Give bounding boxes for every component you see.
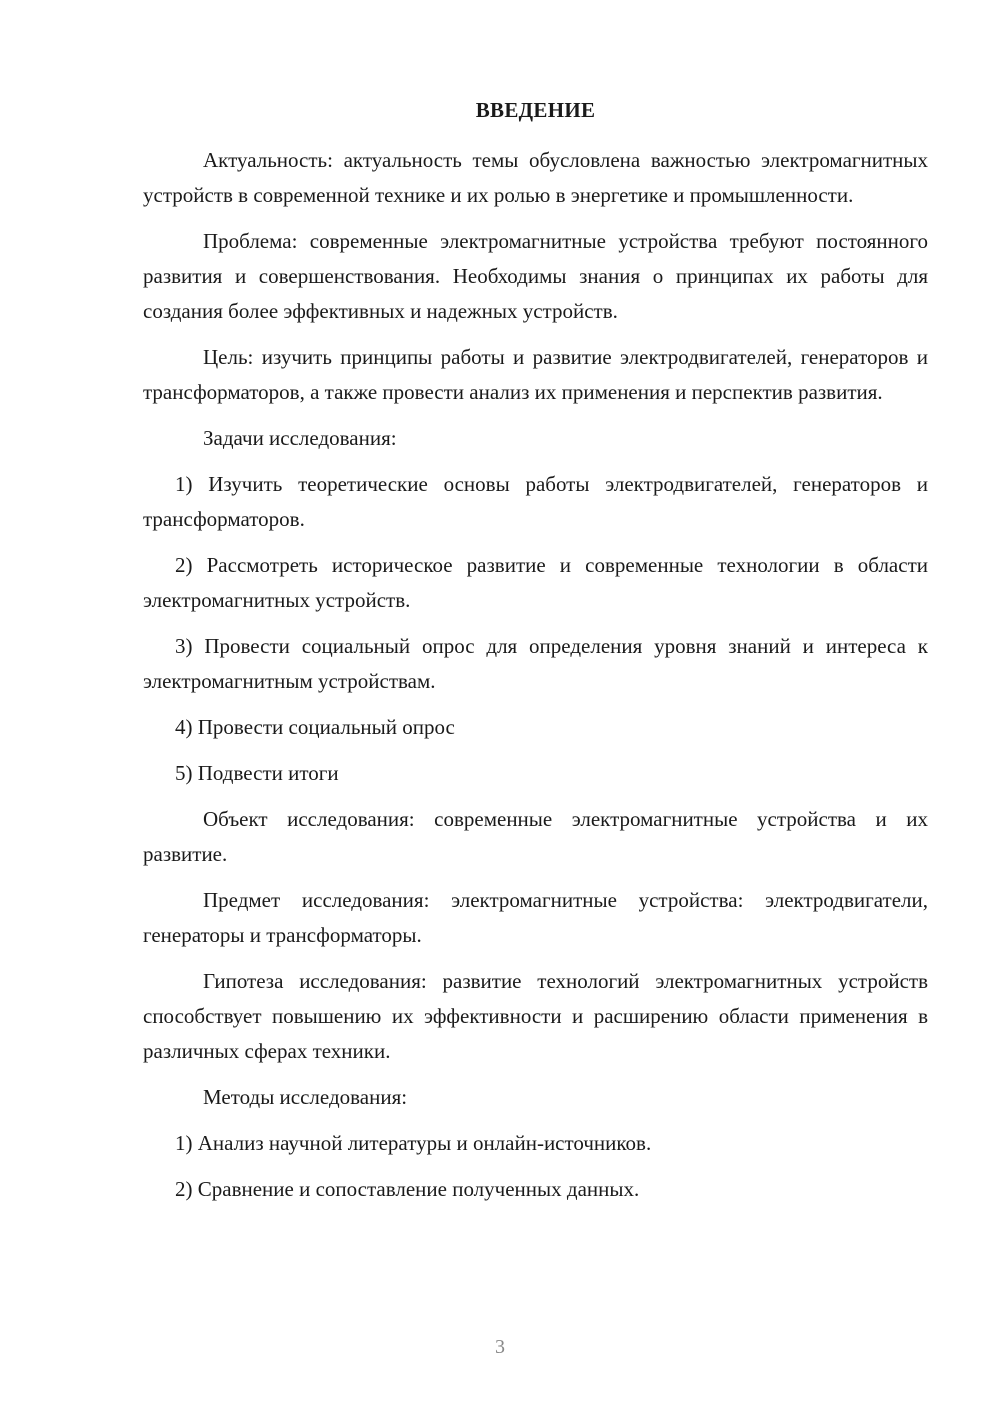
subject-paragraph: Предмет исследования: электромагнитные устройства: электродвигатели, генераторы и трансформаторы. (143, 888, 928, 947)
methods-title: Методы исследования: (203, 1085, 408, 1109)
page-number: 3 (495, 1336, 505, 1358)
task-item: 1) Изучить теоретические основы работы электродвигателей, генераторов и трансформаторов. (143, 472, 928, 531)
method-item: 2) Сравнение и сопоставление полученных данных. (175, 1177, 640, 1201)
task-item: 3) Провести социальный опрос для определения уровня знаний и интереса к электромагнитным устройствам. (143, 634, 928, 693)
section-heading: ВВЕДЕНИЕ (475, 98, 596, 122)
goal-paragraph: Цель: изучить принципы работы и развитие электродвигателей, генераторов и трансформаторов, а также провести анализ их применения и перспектив развития. (143, 345, 928, 404)
object-paragraph: Объект исследования: современные электромагнитные устройства и их развитие. (143, 807, 928, 866)
method-item: 1) Анализ научной литературы и онлайн-источников. (175, 1131, 652, 1155)
task-item: 2) Рассмотреть историческое развитие и современные технологии в области электромагнитных устройств. (143, 553, 928, 612)
hypothesis-paragraph: Гипотеза исследования: развитие технологий электромагнитных устройств способствует повышению их эффективности и расширению области применения в различных сферах техники. (143, 969, 928, 1063)
document-page (143, 95, 928, 1218)
task-item: 5) Подвести итоги (175, 761, 339, 785)
actuality-paragraph: Актуальность: актуальность темы обусловлена важностью электромагнитных устройств в современной технике и их ролью в энергетике и промышленности. (143, 148, 928, 207)
problem-paragraph: Проблема: современные электромагнитные устройства требуют постоянного развития и совершенствования. Необходимы знания о принципах их работы для создания более эффективных и надежных устройств. (143, 229, 928, 323)
task-item: 4) Провести социальный опрос (175, 715, 455, 739)
tasks-title: Задачи исследования: (203, 426, 397, 450)
